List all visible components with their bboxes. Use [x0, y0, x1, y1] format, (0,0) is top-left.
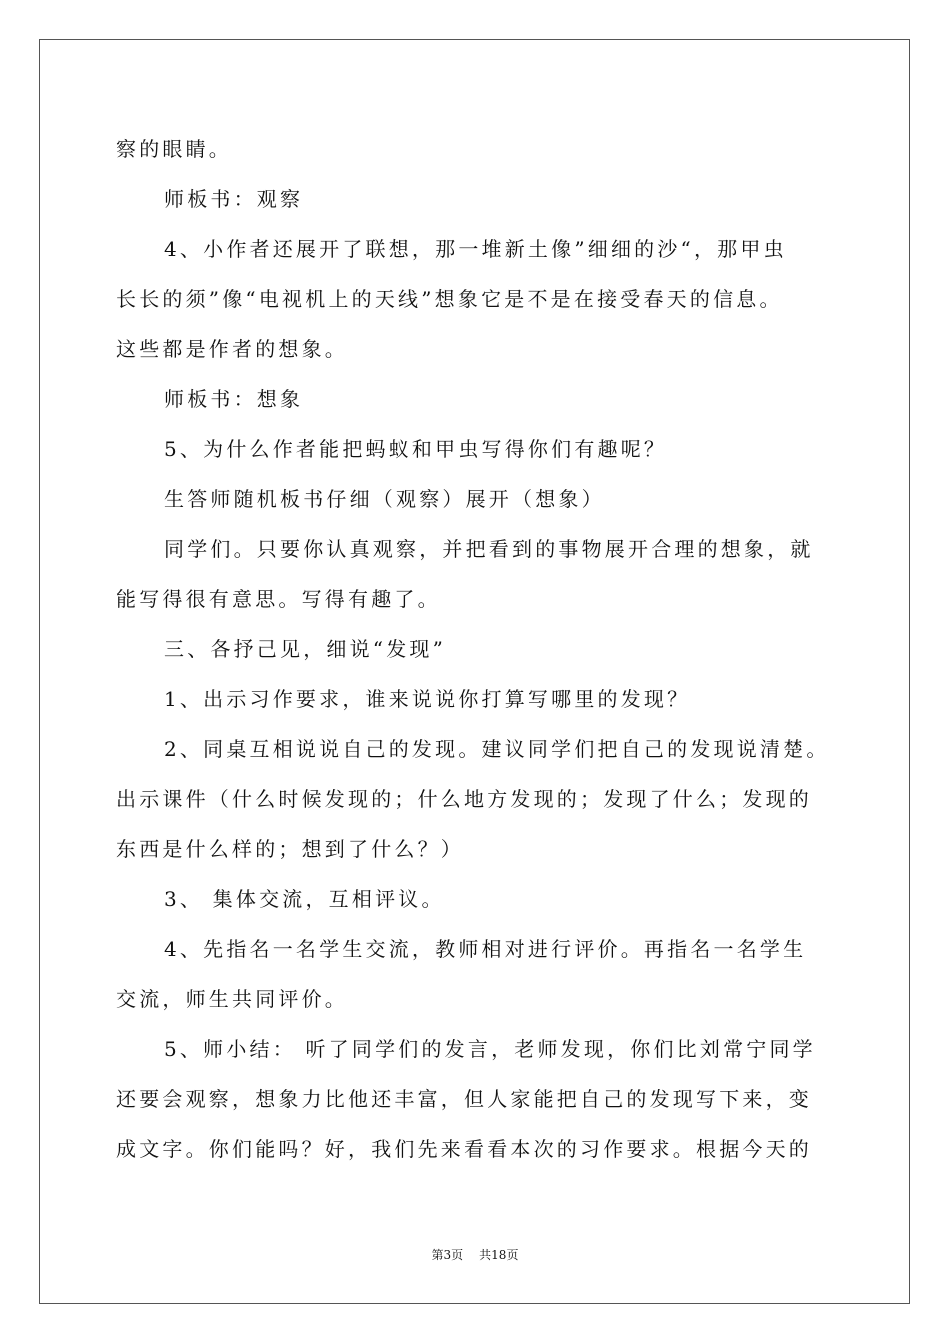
- text-line: 交流，师生共同评价。: [116, 987, 348, 1011]
- text-line: 1、出示习作要求，谁来说说你打算写哪里的发现？: [164, 687, 691, 711]
- text-line: 出示课件（什么时候发现的；什么地方发现的；发现了什么；发现的: [116, 787, 812, 811]
- text-line: 2、同桌互相说说自己的发现。建议同学们把自己的发现说清楚。: [164, 737, 830, 761]
- page-number: 第3页: [431, 1248, 464, 1262]
- text-line: 师板书：想象: [164, 387, 304, 411]
- text-line: 还要会观察，想象力比他还丰富，但人家能把自己的发现写下来，变: [116, 1087, 812, 1111]
- text-line: 三、各抒己见，细说“发现”: [164, 637, 447, 661]
- text-line: 3、 集体交流，互相评议。: [164, 887, 445, 911]
- text-line: 师板书：观察: [164, 187, 304, 211]
- text-line: 能写得很有意思。写得有趣了。: [116, 587, 441, 611]
- text-line: 同学们。只要你认真观察，并把看到的事物展开合理的想象，就: [164, 537, 814, 561]
- page-footer: [0, 1247, 950, 1263]
- text-line: 生答师随机板书仔细（观察）展开（想象）: [164, 487, 605, 511]
- text-line: 成文字。你们能吗？好，我们先来看看本次的习作要求。根据今天的: [116, 1137, 812, 1161]
- page-total: 共18页: [479, 1248, 519, 1262]
- text-line: 5、为什么作者能把蚂蚁和甲虫写得你们有趣呢？: [164, 437, 668, 461]
- text-line: 察的眼睛。: [116, 137, 232, 161]
- page-border: [39, 39, 910, 1304]
- text-line: 4、先指名一名学生交流，教师相对进行评价。再指名一名学生: [164, 937, 807, 961]
- text-line: 东西是什么样的；想到了什么？）: [116, 837, 464, 861]
- text-line: 4、小作者还展开了联想，那一堆新土像”细细的沙“，那甲虫: [164, 237, 787, 261]
- text-line: 这些都是作者的想象。: [116, 337, 348, 361]
- text-line: 5、师小结： 听了同学们的发言，老师发现，你们比刘常宁同学: [164, 1037, 816, 1061]
- text-line: 长长的须”像“电视机上的天线”想象它是不是在接受春天的信息。: [116, 287, 783, 311]
